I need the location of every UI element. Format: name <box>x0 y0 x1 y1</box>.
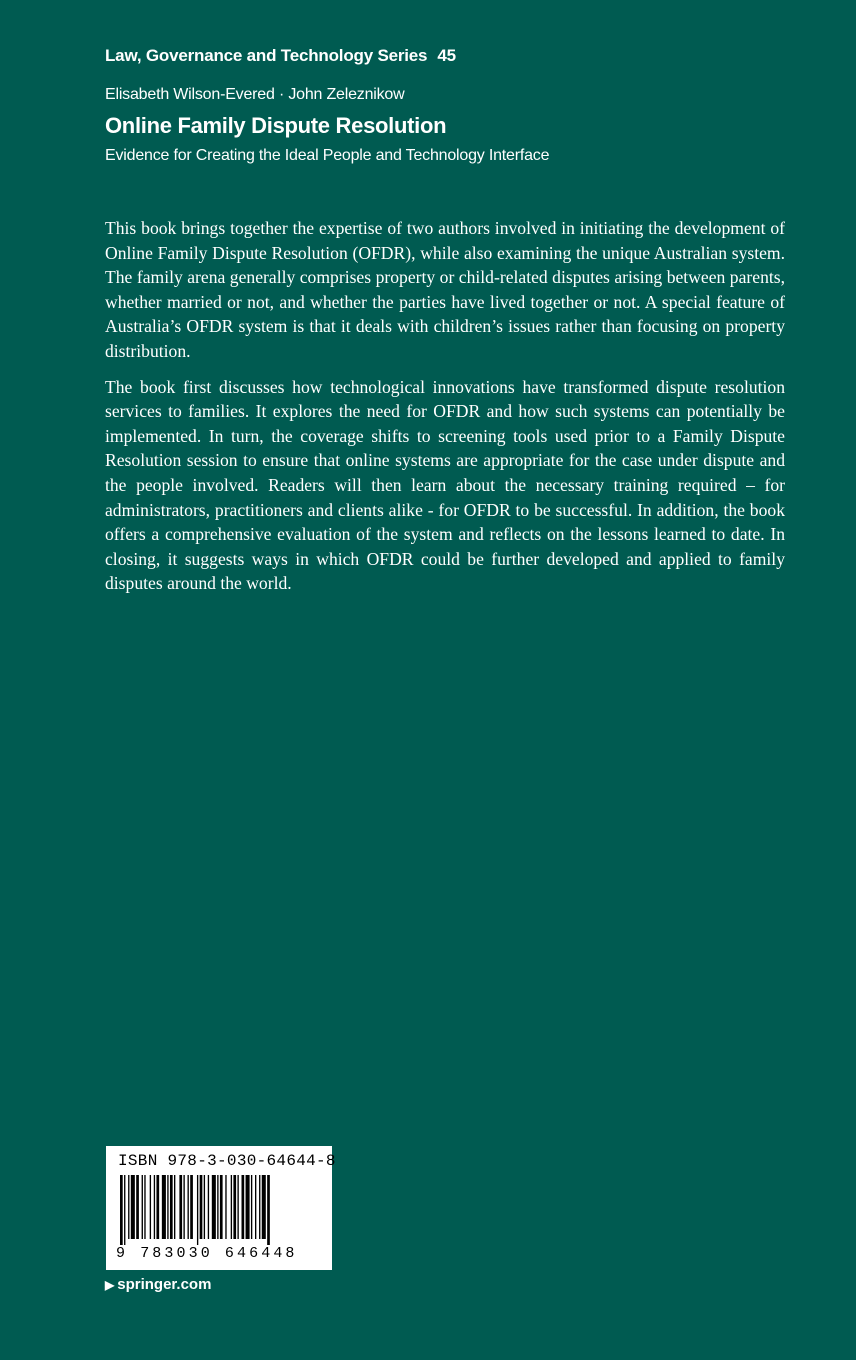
description-paragraph: The book first discusses how technological innovations have transformed dispute resolution services to families. It explores the need for OFDR and how such systems can potentially be implemented. In turn, the coverage shifts to screening tools used prior to a Family Dispute Resolution session to ensure that online systems are appropriate for the case under dispute and the people involved. Readers will then learn about the necessary training required – for administrators, practitioners and clients alike - for OFDR to be successful. In addition, the book offers a comprehensive evaluation of the system and reflects on the lessons learned to date. In closing, it suggests ways in which OFDR could be further developed and applied to family disputes around the world. <box>105 376 785 594</box>
triangle-right-icon: ▶ <box>105 1277 115 1292</box>
book-subtitle: Evidence for Creating the Ideal People and Technology Interface <box>105 147 550 164</box>
springer-link-text: springer.com <box>117 1276 212 1293</box>
springer-link[interactable] <box>105 1276 211 1293</box>
ean-digits: 9 783030 646448 <box>116 1245 298 1262</box>
isbn-text: ISBN 978-3-030-64644-8 <box>118 1152 336 1170</box>
series-number: 45 <box>437 46 456 65</box>
barcode-label <box>106 1146 336 1270</box>
book-title: Online Family Dispute Resolution <box>105 113 447 138</box>
book-description <box>105 216 785 607</box>
authors: Elisabeth Wilson-Evered · John Zeleznikow <box>105 86 405 103</box>
series-name: Law, Governance and Technology Series <box>105 46 428 65</box>
barcode-image <box>120 1175 320 1245</box>
description-paragraph: This book brings together the expertise of two authors involved in initiating the development of Online Family Dispute Resolution (OFDR), while also examining the unique Australian system. The family arena generally comprises property or child-related disputes arising between parents, whether married or not, and whether the parties have lived together or not. A special feature of Australia’s OFDR system is that it deals with children’s issues rather than focusing on property distribution. <box>105 218 785 361</box>
series-line <box>105 46 456 66</box>
